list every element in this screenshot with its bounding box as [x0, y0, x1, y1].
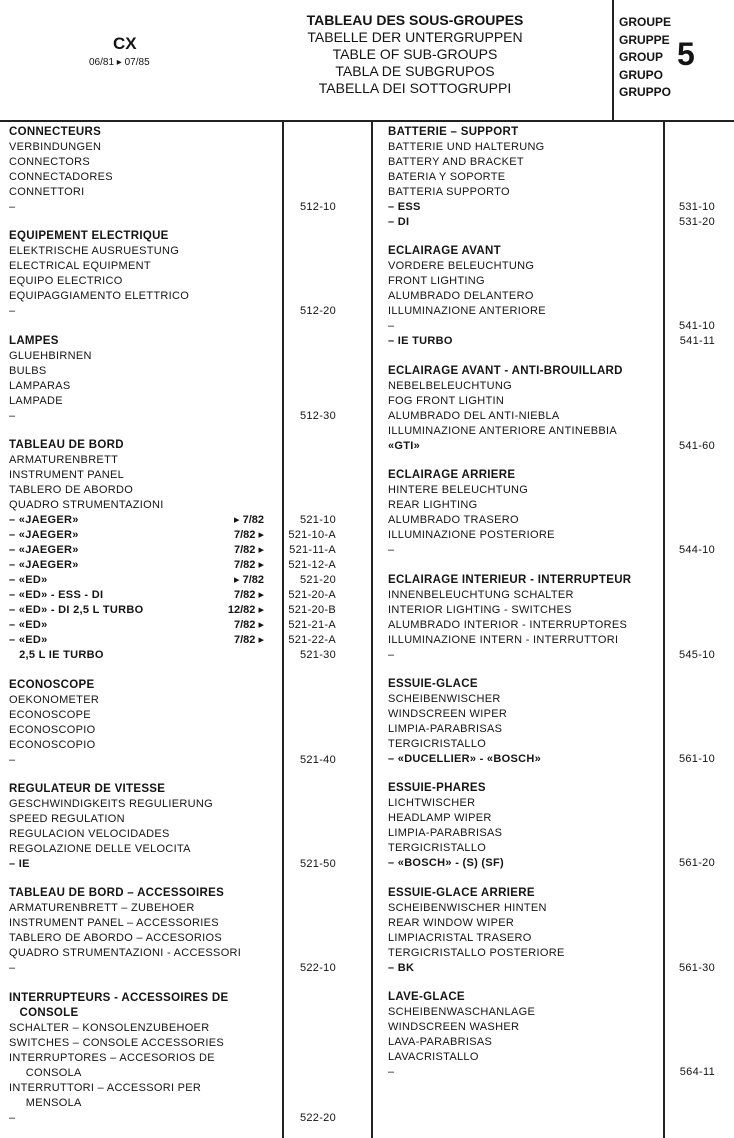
subgroup-code: 545-10 [678, 648, 715, 661]
subgroup-line: LAVA-PARABRISAS [388, 1036, 493, 1049]
production-dates: 06/81 ▸ 07/85 [89, 57, 150, 68]
subgroup-heading: LAVE-GLACE [388, 991, 465, 1004]
subgroup-line: LAMPADE [9, 394, 63, 407]
subgroup-line: – [388, 648, 395, 661]
subgroup-line: ARMATURENBRETT – ZUBEHOER [9, 902, 195, 915]
subgroup-line: – «JAEGER» [9, 544, 79, 557]
subgroup-line: INTERRUTTORI – ACCESSORI PER [9, 1081, 202, 1094]
subgroup-line: BATTERY AND BRACKET [388, 156, 524, 168]
subgroup-line: – [388, 544, 395, 557]
subgroup-line: – [9, 962, 16, 975]
subgroup-line: – [388, 320, 395, 333]
subgroup-heading: ECONOSCOPE [9, 678, 95, 691]
page-title-fr: TABLEAU DES SOUS-GROUPES [306, 12, 524, 28]
subgroup-code: 512-30 [299, 409, 336, 422]
page-title-it: TABELLA DEI SOTTOGRUPPI [318, 80, 512, 96]
subgroup-line: MENSOLA [9, 1096, 82, 1109]
subgroup-line: – ESS [388, 201, 421, 213]
subgroup-heading: TABLEAU DE BORD – ACCESSOIRES [9, 887, 225, 900]
group-label-en: GROUP [619, 50, 664, 64]
subgroup-line: – «JAEGER» [9, 514, 79, 527]
subgroup-line: INSTRUMENT PANEL – ACCESSORIES [9, 917, 219, 930]
subgroup-line: HEADLAMP WIPER [388, 812, 492, 825]
group-label-fr: GROUPE [619, 15, 672, 29]
subgroup-code: 512-20 [299, 305, 336, 318]
subgroup-code: 521-40 [299, 753, 336, 766]
subgroup-heading: ECLAIRAGE INTERIEUR - INTERRUPTEUR [388, 573, 632, 586]
subgroup-code: 531-10 [678, 201, 715, 213]
subgroup-line: INTERRUPTORES – ACCESORIOS DE [9, 1051, 215, 1064]
subgroup-line: TERGICRISTALLO [388, 738, 487, 750]
subgroup-heading: EQUIPEMENT ELECTRIQUE [9, 230, 169, 243]
subgroup-line: – «ED» - ESS - DI [9, 589, 104, 602]
subgroup-line: ALUMBRADO TRASERO [388, 514, 519, 527]
subgroup-line: – IE [9, 858, 30, 870]
subgroup-code: 521-22-A [288, 634, 336, 647]
subgroup-line: BULBS [9, 364, 47, 377]
group-label-it: GRUPPO [619, 85, 672, 99]
subgroup-code: 521-20 [299, 574, 336, 587]
subgroup-code: 561-30 [678, 961, 715, 974]
subgroup-line: 2,5 L IE TURBO [9, 649, 104, 662]
subgroup-line: CONNECTORS [9, 156, 91, 168]
subgroup-heading: REGULATEUR DE VITESSE [9, 783, 166, 795]
subgroup-line: LIMPIA-PARABRISAS [388, 827, 503, 840]
subgroup-line: NEBELBELEUCHTUNG [388, 379, 512, 392]
subgroup-line: GLUEHBIRNEN [9, 349, 92, 362]
subgroup-line: TERGICRISTALLO [388, 842, 487, 855]
subgroup-line: BATTERIA SUPPORTO [388, 186, 510, 198]
subgroup-line: INSTRUMENT PANEL [9, 469, 125, 482]
subgroup-line: REAR LIGHTING [388, 499, 478, 512]
subgroup-line: SPEED REGULATION [9, 813, 125, 825]
subgroup-line: INTERIOR LIGHTING - SWITCHES [388, 603, 572, 616]
subgroup-code: 512-10 [299, 201, 336, 213]
subgroup-line: – IE TURBO [388, 335, 453, 348]
page-title-es: TABLA DE SUBGRUPOS [335, 63, 495, 79]
date-range-tag: 7/82 ▸ [234, 544, 264, 557]
subgroup-line: ELEKTRISCHE AUSRUESTUNG [9, 245, 180, 258]
subgroup-line: INNENBELEUCHTUNG SCHALTER [388, 588, 574, 601]
subgroup-line: – «ED» [9, 619, 48, 632]
subgroup-line: ALUMBRADO DELANTERO [388, 290, 534, 303]
subgroup-code: 541-10 [678, 320, 715, 333]
subgroup-line: WINDSCREEN WASHER [388, 1021, 520, 1034]
subgroup-heading: BATTERIE – SUPPORT [388, 126, 519, 138]
subgroup-heading: LAMPES [9, 334, 59, 347]
subgroup-line: SCHEIBENWISCHER [388, 693, 501, 705]
date-range-tag: 7/82 ▸ [234, 529, 264, 542]
subgroup-heading: CONSOLE [9, 1006, 79, 1019]
subgroup-line: CONNETTORI [9, 186, 85, 198]
subgroup-code: 521-50 [299, 858, 336, 870]
subgroup-line: LAMPARAS [9, 379, 71, 392]
subgroup-line: TABLERO DE ABORDO [9, 484, 134, 497]
subgroup-line: – [9, 753, 16, 766]
subgroup-code: 521-30 [299, 649, 336, 662]
subgroup-line: – BK [388, 961, 415, 974]
subgroup-line: ECONOSCOPIO [9, 723, 96, 736]
subgroup-line: TERGICRISTALLO POSTERIORE [388, 946, 565, 959]
column-divider [371, 120, 373, 1138]
date-range-tag: ▸ 7/82 [234, 514, 264, 527]
subgroup-line: EQUIPO ELECTRICO [9, 275, 123, 288]
subgroup-line: ELECTRICAL EQUIPMENT [9, 260, 151, 273]
subgroup-line: – [9, 305, 16, 318]
subgroup-heading: CONNECTEURS [9, 126, 102, 138]
subgroup-line: LAVACRISTALLO [388, 1051, 479, 1064]
group-label-de: GRUPPE [619, 32, 670, 47]
subgroup-line: REGULACION VELOCIDADES [9, 828, 170, 840]
model-name: CX [113, 34, 137, 53]
date-range-tag: 7/82 ▸ [234, 619, 264, 632]
subgroup-code: 561-10 [678, 753, 715, 765]
subgroup-heading: ESSUIE-GLACE ARRIERE [388, 886, 535, 899]
subgroup-heading: INTERRUPTEURS - ACCESSOIRES DE [9, 991, 229, 1004]
subgroup-line: LIMPIA-PARABRISAS [388, 723, 503, 735]
subgroup-line: SCHALTER – KONSOLENZUBEHOER [9, 1021, 210, 1034]
subgroup-heading: ESSUIE-GLACE [388, 678, 478, 690]
subgroup-line: SWITCHES – CONSOLE ACCESSORIES [9, 1036, 224, 1049]
subgroup-line: ECONOSCOPIO [9, 738, 96, 751]
subgroup-code: 561-20 [678, 857, 715, 870]
subgroup-line: «GTI» [388, 439, 421, 452]
subgroup-line: REGOLAZIONE DELLE VELOCITA [9, 843, 191, 855]
subgroup-code: 522-20 [299, 1111, 336, 1124]
subgroup-code: 544-10 [678, 544, 715, 557]
header-divider [612, 0, 614, 121]
subgroup-line: – «JAEGER» [9, 559, 79, 572]
page-title-de: TABELLE DER UNTERGRUPPEN [307, 29, 523, 45]
subgroup-code: 541-60 [678, 439, 715, 452]
right-code-divider [663, 120, 665, 1138]
subgroup-heading: ECLAIRAGE AVANT - ANTI-BROUILLARD [388, 364, 623, 377]
subgroup-code: 541-11 [679, 335, 715, 348]
header-rule [0, 120, 734, 122]
date-range-tag: 7/82 ▸ [234, 589, 264, 602]
subgroup-code: 521-20-A [288, 589, 336, 602]
subgroup-line: WINDSCREEN WIPER [388, 708, 508, 720]
left-code-divider [282, 120, 284, 1138]
subgroup-line: REAR WINDOW WIPER [388, 916, 515, 929]
subgroup-line: FOG FRONT LIGHTIN [388, 394, 505, 407]
subgroup-code: 521-20-B [288, 604, 336, 617]
subgroup-line: ILLUMINAZIONE ANTERIORE [388, 305, 546, 318]
subgroup-line: ILLUMINAZIONE ANTERIORE ANTINEBBIA [388, 424, 618, 437]
subgroup-line: ARMATURENBRETT [9, 454, 119, 467]
page-title-en: TABLE OF SUB-GROUPS [332, 46, 498, 62]
subgroup-line: BATTERIE UND HALTERUNG [388, 141, 545, 153]
subgroup-line: QUADRO STRUMENTAZIONI - ACCESSORI [9, 947, 242, 960]
subgroup-line: CONSOLA [9, 1066, 82, 1079]
subgroup-line: – [9, 409, 16, 422]
subgroup-code: 522-10 [299, 962, 336, 975]
date-range-tag: 7/82 ▸ [234, 634, 264, 647]
subgroup-line: – «JAEGER» [9, 529, 79, 542]
subgroup-line: GESCHWINDIGKEITS REGULIERUNG [9, 798, 213, 810]
subgroup-code: 521-10 [299, 514, 336, 527]
subgroup-line: ECONOSCOPE [9, 708, 91, 721]
subgroup-code: 564-11 [679, 1066, 715, 1079]
subgroup-line: – «BOSCH» - (S) (SF) [388, 857, 505, 870]
group-label-es: GRUPO [619, 67, 664, 82]
date-range-tag: ▸ 7/82 [234, 574, 264, 587]
subgroup-line: – [388, 1066, 395, 1079]
subgroup-line: OEKONOMETER [9, 693, 100, 706]
subgroup-line: SCHEIBENWASCHANLAGE [388, 1006, 536, 1019]
subgroup-line: LICHTWISCHER [388, 797, 476, 810]
subgroup-line: – «ED» [9, 574, 48, 587]
subgroup-line: LIMPIACRISTAL TRASERO [388, 931, 532, 944]
subgroup-line: BATERIA Y SOPORTE [388, 171, 506, 183]
subgroup-line: – «ED» - DI 2,5 L TURBO [9, 604, 144, 617]
subgroup-line: VERBINDUNGEN [9, 141, 102, 153]
subgroup-line: QUADRO STRUMENTAZIONI [9, 499, 164, 512]
subgroup-heading: TABLEAU DE BORD [9, 439, 124, 452]
subgroup-code: 521-11-A [289, 544, 336, 557]
subgroup-line: – [9, 1111, 16, 1124]
subgroup-code: 521-12-A [288, 559, 336, 572]
subgroup-line: ALUMBRADO INTERIOR - INTERRUPTORES [388, 618, 628, 631]
subgroup-heading: ESSUIE-PHARES [388, 782, 486, 795]
subgroup-line: CONNECTADORES [9, 171, 113, 183]
group-label-block [619, 14, 671, 102]
subgroup-line: ILLUMINAZIONE POSTERIORE [388, 529, 555, 542]
subgroup-line: ILLUMINAZIONE INTERN - INTERRUTTORI [388, 633, 619, 646]
page-title-block [300, 12, 530, 97]
subgroup-line: – DI [388, 216, 410, 228]
subgroup-line: – «DUCELLIER» - «BOSCH» [388, 753, 541, 765]
subgroup-line: EQUIPAGGIAMENTO ELETTRICO [9, 290, 190, 303]
group-number: 5 [677, 36, 695, 72]
subgroup-heading: ECLAIRAGE ARRIERE [388, 469, 516, 482]
subgroup-code: 521-10-A [288, 529, 336, 542]
subgroup-line: ALUMBRADO DEL ANTI-NIEBLA [388, 409, 560, 422]
subgroup-code: 521-21-A [288, 619, 336, 632]
subgroup-heading: ECLAIRAGE AVANT [388, 245, 501, 258]
subgroup-line: FRONT LIGHTING [388, 275, 485, 288]
date-range-tag: 7/82 ▸ [234, 559, 264, 572]
subgroup-code: 531-20 [678, 216, 715, 228]
subgroup-line: TABLERO DE ABORDO – ACCESORIOS [9, 932, 222, 945]
subgroup-line: SCHEIBENWISCHER HINTEN [388, 901, 547, 914]
subgroup-line: – «ED» [9, 634, 48, 647]
subgroup-line: HINTERE BELEUCHTUNG [388, 484, 529, 497]
date-range-tag: 12/82 ▸ [227, 604, 264, 617]
subgroup-line: – [9, 201, 16, 213]
subgroup-line: VORDERE BELEUCHTUNG [388, 260, 535, 273]
